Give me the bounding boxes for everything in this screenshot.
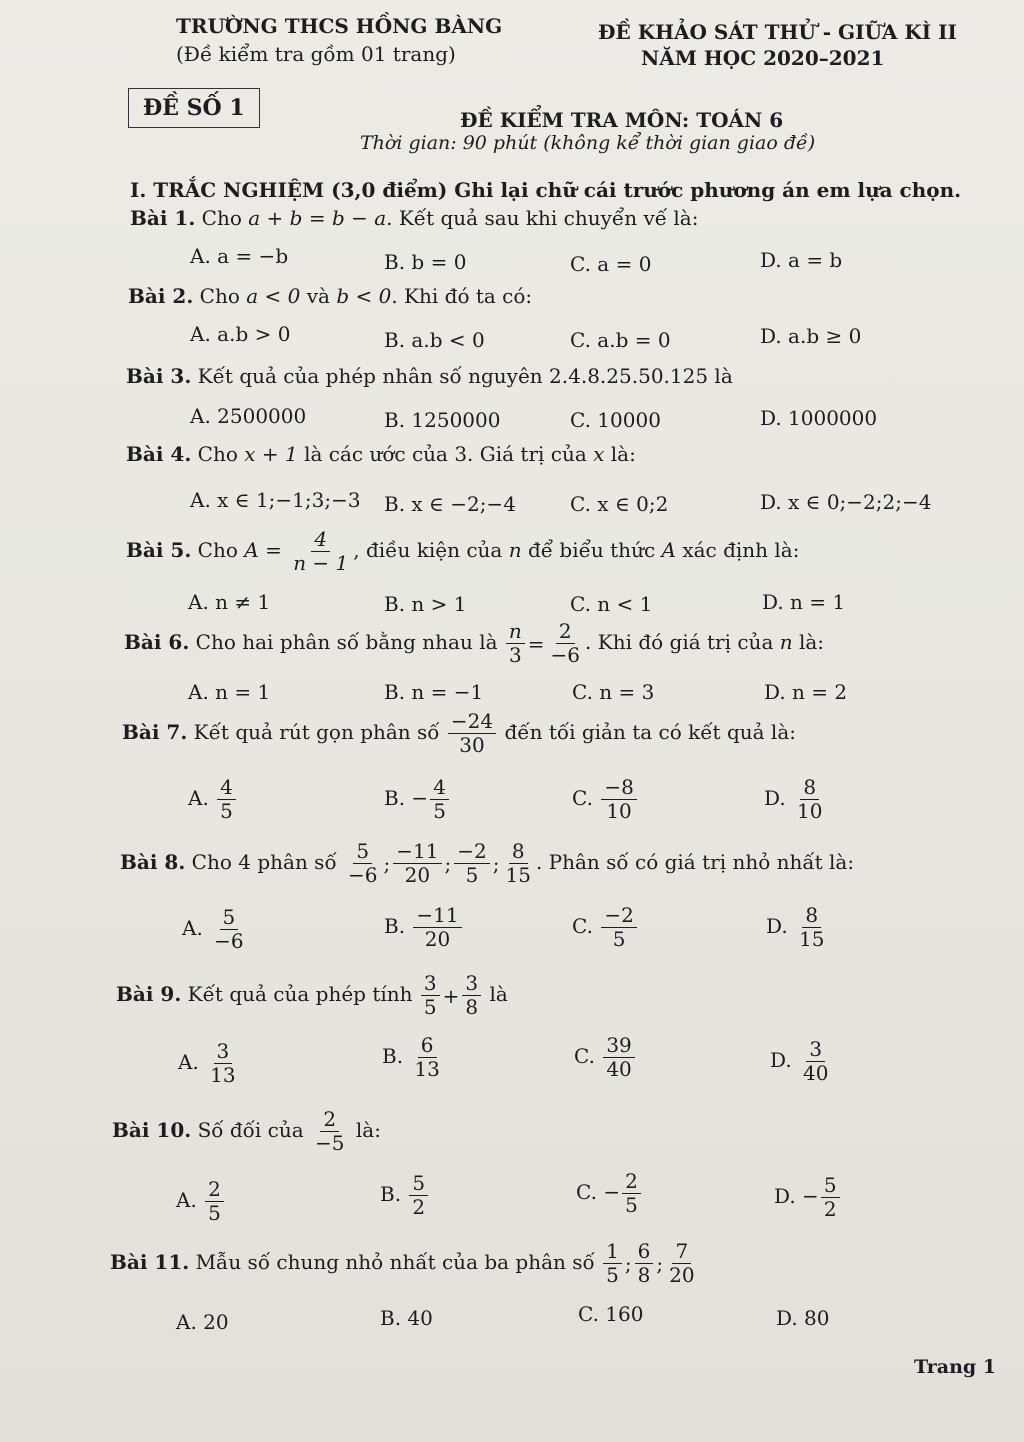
question-3 [126,364,733,388]
denominator: −5 [315,1131,345,1155]
denominator: 20 [424,927,451,951]
q3-option-d: D. 1000000 [760,406,878,430]
question-text: Cho hai phân số bằng nhau là [195,630,498,654]
numerator: 5 [353,840,372,864]
math-expression: a + b = b − a [248,206,387,230]
question-text: . Kết quả sau khi chuyển vế là: [386,206,699,230]
numerator: −2 [601,904,636,928]
denominator: 8 [465,995,479,1019]
fraction [421,972,440,1019]
numerator: 2 [205,1178,224,1202]
option-letter: B. [384,914,406,938]
denominator: 20 [404,863,431,887]
math-variable: A [661,538,676,562]
separator: ; [444,851,452,876]
question-label: Bài 7. [122,720,188,744]
subject-title: ĐỀ KIỂM TRA MÔN: TOÁN 6 [460,108,784,132]
separator: ; [383,851,391,876]
q7-option-a [188,776,238,823]
numerator: 3 [462,972,481,996]
numerator: 4 [430,776,449,800]
question-7 [122,710,796,757]
denominator: 40 [803,1061,829,1085]
numerator: 3 [806,1038,825,1062]
math-expression: x + 1 [244,442,298,466]
q2-option-d: D. a.b ≥ 0 [760,324,862,348]
numerator: 2 [320,1108,339,1132]
numerator: 5 [220,906,239,930]
question-4 [126,442,636,466]
q1-option-c: C. a = 0 [570,252,652,276]
question-text: là: [355,1118,381,1142]
q4-option-b: B. x ∈ −2;−4 [384,492,516,516]
question-label: Bài 2. [128,284,194,308]
question-label: Bài 9. [116,982,182,1006]
q9-option-a [178,1040,241,1087]
question-text: để biểu thức [527,538,656,562]
q1-option-a: A. a = −b [190,244,289,268]
q4-option-d: D. x ∈ 0;−2;2;−4 [760,490,932,514]
denominator: 5 [433,799,446,823]
q8-option-c [572,904,639,951]
question-8 [120,840,854,887]
option-letter: C. [576,1180,597,1204]
numerator: 3 [421,972,440,996]
numerator: 39 [603,1034,634,1058]
question-text: Kết quả của phép tính [187,982,413,1006]
option-letter: A. [176,1188,197,1212]
option-letter: B. [382,1044,404,1068]
question-text: là [489,982,508,1006]
denominator: 8 [637,1263,651,1287]
question-10 [112,1108,381,1155]
option-letter: B. [380,1182,402,1206]
question-text: xác định là: [682,538,800,562]
question-text: Cho [197,538,238,562]
denominator: 13 [210,1063,236,1087]
q9-option-b [382,1034,445,1081]
fraction [393,840,441,887]
denominator: −6 [214,929,244,953]
fraction [548,620,583,667]
question-text: Mẫu số chung nhỏ nhất của ba phân số [195,1250,595,1274]
option-letter: B. [384,786,406,810]
q11-option-b: B. 40 [380,1306,433,1330]
option-letter: D. [770,1048,792,1072]
question-text: , điều kiện của [353,538,503,562]
sign: − [603,1180,621,1204]
question-text: Cho [199,284,240,308]
numerator: 6 [418,1034,437,1058]
denominator: 10 [797,799,823,823]
fraction [502,840,533,887]
question-label: Bài 4. [126,442,192,466]
denominator: 5 [220,799,233,823]
fraction [601,776,636,823]
q11-option-d: D. 80 [776,1306,830,1330]
question-9 [116,972,508,1019]
question-5 [126,528,799,575]
separator: ; [624,1251,632,1276]
q3-option-b: B. 1250000 [384,408,501,432]
fraction [821,1174,840,1221]
q5-option-c: C. n < 1 [570,592,653,616]
q10-option-d [774,1174,842,1221]
q10-option-a [176,1178,226,1225]
numerator: 4 [311,528,330,552]
numerator: 6 [635,1240,654,1264]
numerator: −24 [448,710,496,734]
section-heading: I. TRẮC NGHIỆM (3,0 điểm) Ghi lại chữ cái trước phương án em lựa chọn. [130,178,962,202]
numerator: n [506,620,525,644]
q6-option-b: B. n = −1 [384,680,484,704]
numerator: −11 [413,904,461,928]
fraction [409,1172,428,1219]
option-letter: C. [572,914,593,938]
numerator: −2 [454,840,489,864]
fraction [207,1040,238,1087]
time-note: Thời gian: 90 phút (không kể thời gian giao đề) [360,132,816,154]
question-text: Cho [201,206,242,230]
q7-option-b [384,776,451,823]
sign: − [802,1184,819,1208]
sign: − [411,786,429,810]
denominator: −6 [550,643,581,667]
q4-option-c: C. x ∈ 0;2 [570,492,669,516]
fraction [430,776,449,823]
q1-option-d: D. a = b [760,248,843,272]
question-label: Bài 3. [126,364,192,388]
denominator: 13 [414,1057,440,1081]
question-label: Bài 1. [130,206,196,230]
fraction [217,776,236,823]
plus-sign: + [442,983,460,1008]
denominator: 5 [465,863,479,887]
question-text: . Khi đó giá trị của [585,630,774,654]
question-6 [124,620,824,667]
fraction [462,972,481,1019]
math-expression: a < 0 [246,284,301,308]
question-text: Cho 4 phân số [191,850,337,874]
q7-option-c [572,776,639,823]
math-variable: n [779,630,793,654]
question-text: Cho [197,442,238,466]
q8-option-d [766,904,830,951]
fraction [205,1178,224,1225]
q5-option-d: D. n = 1 [762,590,846,614]
q11-option-a: A. 20 [176,1310,229,1334]
q5-option-a: A. n ≠ 1 [188,590,271,614]
math-expression: x [593,442,605,466]
question-label: Bài 10. [112,1118,192,1142]
q10-option-c [576,1170,643,1217]
option-letter: A. [182,916,203,940]
question-text: là các ước của 3. Giá trị của [304,442,587,466]
numerator: 2 [622,1170,641,1194]
option-letter: C. [574,1044,595,1068]
math-expression: A = [244,538,282,562]
numerator: −8 [601,776,636,800]
q6-option-a: A. n = 1 [188,680,271,704]
q6-option-c: C. n = 3 [572,680,655,704]
q6-option-d: D. n = 2 [764,680,848,704]
fraction [506,620,525,667]
question-text: . Phân số có giá trị nhỏ nhất là: [535,850,855,874]
question-text: đến tối giản ta có kết quả là: [504,720,796,744]
fraction [666,1240,697,1287]
numerator: 5 [821,1174,840,1198]
numerator: 7 [672,1240,691,1264]
school-year: NĂM HỌC 2020–2021 [641,46,885,70]
separator: ; [492,851,500,876]
denominator: 15 [505,863,531,887]
question-text: Kết quả của phép nhân số nguyên 2.4.8.25.50.125 là [197,364,733,388]
question-label: Bài 5. [126,538,192,562]
q9-option-c [574,1034,637,1081]
fraction [800,1038,831,1085]
q8-option-a [182,906,249,953]
q2-option-a: A. a.b > 0 [190,322,291,346]
option-letter: D. [766,914,788,938]
question-label: Bài 11. [110,1250,190,1274]
numerator: 1 [603,1240,622,1264]
option-letter: D. [774,1184,796,1208]
denominator: 30 [459,733,485,757]
q2-option-b: B. a.b < 0 [384,328,485,352]
question-text: . Khi đó ta có: [391,284,533,308]
numerator: −11 [393,840,441,864]
numerator: 8 [800,776,819,800]
question-label: Bài 6. [124,630,190,654]
fraction [603,1034,634,1081]
fraction [312,1108,347,1155]
school-name: TRƯỜNG THCS HỒNG BÀNG [176,14,503,38]
fraction [601,904,636,951]
numerator: 8 [802,904,821,928]
fraction [413,904,461,951]
exam-title: ĐỀ KHẢO SÁT THỬ - GIỮA KÌ II [598,20,957,44]
separator: ; [656,1251,664,1276]
q3-option-c: C. 10000 [570,408,661,432]
exam-code-box: ĐỀ SỐ 1 [128,88,260,128]
denominator: 10 [606,799,632,823]
fraction [345,840,380,887]
q2-option-c: C. a.b = 0 [570,328,671,352]
denominator: 5 [606,1263,619,1287]
denominator: n − 1 [293,551,349,575]
q4-option-a: A. x ∈ 1;−1;3;−3 [190,488,361,512]
denominator: 5 [625,1193,638,1217]
denominator: 20 [669,1263,695,1287]
denominator: 40 [606,1057,632,1081]
fraction [622,1170,641,1217]
denominator: 15 [799,927,825,951]
numerator: 4 [217,776,236,800]
denominator: −6 [348,863,378,887]
q10-option-b [380,1172,430,1219]
page-count-note: (Đề kiểm tra gồm 01 trang) [176,42,456,66]
page-number: Trang 1 [914,1356,997,1378]
fraction [448,710,496,757]
question-text: là: [798,630,825,654]
numerator: 5 [409,1172,428,1196]
fraction [211,906,246,953]
question-text: Số đối của [197,1118,304,1142]
question-1 [130,206,698,230]
denominator: 3 [508,643,522,667]
q7-option-d [764,776,828,823]
math-expression: b < 0 [336,284,392,308]
option-letter: C. [572,786,593,810]
question-text: Kết quả rút gọn phân số [193,720,440,744]
question-11 [110,1240,700,1287]
numerator: 3 [214,1040,233,1064]
q8-option-b [384,904,464,951]
q1-option-b: B. b = 0 [384,250,467,274]
question-2 [128,284,532,308]
fraction [411,1034,442,1081]
numerator: 2 [556,620,575,644]
numerator: 8 [509,840,528,864]
equals-sign: = [527,631,545,656]
q5-option-b: B. n > 1 [384,592,467,616]
option-letter: A. [188,786,209,810]
denominator: 2 [412,1195,426,1219]
fraction [290,528,351,575]
q3-option-a: A. 2500000 [190,404,307,428]
denominator: 5 [208,1201,221,1225]
denominator: 5 [612,927,626,951]
q11-option-c: C. 160 [578,1302,644,1326]
denominator: 2 [823,1197,837,1221]
fraction [454,840,489,887]
math-variable: n [508,538,522,562]
question-label: Bài 8. [120,850,186,874]
question-text: là: [610,442,636,466]
denominator: 5 [423,995,437,1019]
fraction [603,1240,622,1287]
fraction [796,904,827,951]
option-letter: A. [178,1050,199,1074]
option-letter: D. [764,786,786,810]
fraction [794,776,825,823]
q9-option-d [770,1038,834,1085]
question-text: và [306,284,330,308]
fraction [635,1240,654,1287]
